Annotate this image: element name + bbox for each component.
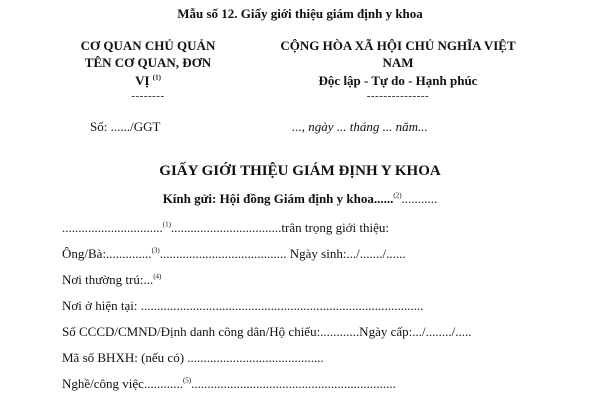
right-header-divider: ---------------	[366, 90, 430, 102]
recipient-note: (2)	[393, 191, 402, 200]
left-header-divider: --------	[131, 90, 165, 102]
recipient-text: Kính gửi: Hội đồng Giám định y khoa......	[162, 191, 394, 206]
left-header-line3	[58, 73, 238, 89]
field-social-insurance: Mã số BHXH: (nếu có) ..........................................	[62, 350, 324, 365]
field-current-address: Nơi ở hiện tại: .......................................................................................	[62, 298, 424, 313]
field-introducer-pre: ...............................	[62, 220, 163, 235]
document-title: GIẤY GIỚI THIỆU GIÁM ĐỊNH Y KHOA	[159, 163, 441, 179]
field-occupation	[62, 376, 396, 392]
right-header-line2: NAM	[382, 55, 414, 70]
field-permanent-address	[62, 272, 161, 288]
right-header-line1: CỘNG HÒA XÃ HỘI CHỦ NGHĨA VIỆT	[280, 38, 516, 53]
left-header-line3-text: VỊ	[135, 73, 150, 88]
field-name-pre: Ông/Bà:..............	[62, 246, 152, 261]
field-permanent-address-pre: Nơi thường trú:...	[62, 272, 154, 287]
recipient-line	[0, 191, 600, 207]
field-introducer	[62, 220, 389, 236]
field-introducer-post: ..................................trân trọng giới thiệu:	[170, 220, 390, 235]
right-header-motto: Độc lập - Tự do - Hạnh phúc	[318, 73, 478, 88]
field-id-number: Số CCCD/CMND/Định danh công dân/Hộ chiếu:............Ngày cấp:.../......../.....	[62, 324, 472, 339]
field-occupation-note: (5)	[182, 376, 192, 385]
recipient-tail: ...........	[401, 191, 438, 206]
field-permanent-address-note: (4)	[153, 272, 162, 281]
date-line: ..., ngày ... tháng ... năm...	[292, 119, 428, 134]
field-name-birthdate	[62, 246, 406, 262]
left-header-line2: TÊN CƠ QUAN, ĐƠN	[84, 55, 212, 70]
field-occupation-post: ...............................................................	[191, 376, 396, 391]
left-header-line1: CƠ QUAN CHỦ QUẢN	[80, 38, 216, 53]
number-line: Số: ....../GGT	[90, 119, 161, 134]
field-occupation-pre: Nghề/công việc............	[62, 376, 183, 391]
form-label: Mẫu số 12. Giấy giới thiệu giám định y khoa	[177, 6, 423, 21]
left-header-note: (1)	[152, 73, 161, 82]
field-name-post: ....................................... Ngày sinh:.../......./......	[159, 246, 406, 261]
field-name-note: (3)	[151, 246, 160, 255]
field-introducer-note: (1)	[162, 220, 171, 229]
